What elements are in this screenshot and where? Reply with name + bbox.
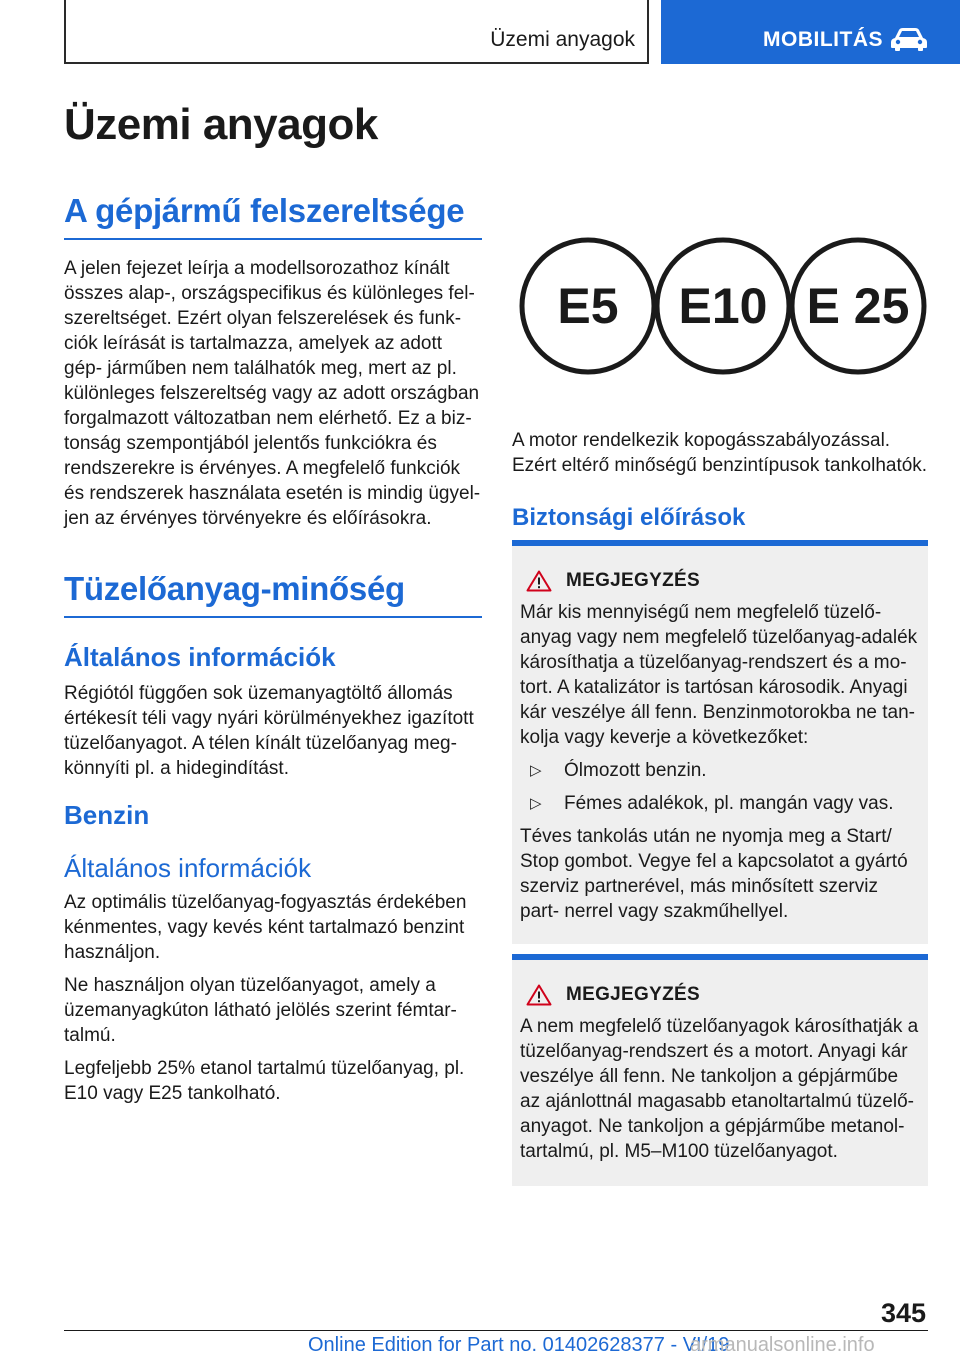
- fuel-quality-heading: Tüzelőanyag-minőség: [64, 570, 405, 607]
- motor-text: A motor rendelkezik kopogásszabályozással. Ezért eltérő minőségű benzintípusok tankolhatók.: [512, 430, 928, 476]
- page-title: Üzemi anyagok: [64, 100, 378, 149]
- footer-divider: [64, 1330, 928, 1331]
- car-icon: [889, 26, 929, 52]
- fuel-emblems-figure: [518, 236, 928, 396]
- note-header: [520, 570, 920, 592]
- bullet-item: [520, 758, 920, 783]
- footer-watermark: armanualsonline.info: [690, 1334, 875, 1356]
- emblem-e5: [522, 240, 654, 372]
- emblem-label: E10: [678, 278, 768, 334]
- bullet-arrow-icon: ▷: [530, 795, 542, 812]
- emblem-e10: [657, 240, 789, 372]
- safety-heading: Biztonsági előírások: [512, 504, 746, 531]
- header-chapter-tab: [661, 0, 960, 64]
- equipment-heading: A gépjármű felszereltsége: [64, 192, 465, 229]
- petrol-paragraph: Az optimális tüzelőanyag-fogyasztás érdekében kénmentes, vagy kevés ként tartalmazó benzint használjon.: [64, 892, 467, 963]
- petrol-general-heading: Általános információk: [64, 853, 312, 883]
- petrol-heading: Benzin: [64, 800, 150, 830]
- note-title: MEGJEGYZÉS: [566, 984, 700, 1005]
- footer-edition: Online Edition for Part no. 01402628377 - VI/19: [308, 1334, 730, 1356]
- fuel-general-heading: Általános információk: [64, 642, 336, 672]
- note-box: [512, 540, 928, 944]
- fuel-quality-heading-wrap: [64, 570, 482, 618]
- bullet-text: Ólmozott benzin.: [564, 760, 707, 781]
- emblem-label: E5: [557, 278, 619, 334]
- bullet-text: Fémes adalékok, pl. mangán vagy vas.: [564, 793, 894, 814]
- petrol-paragraph: Ne használjon olyan tüzelőanyagot, amely a üzemanyagkúton látható jelölés szerint fémtar- talmú.: [64, 975, 457, 1046]
- note-text: A nem megfelelő tüzelőanyagok károsíthatják a tüzelőanyag-rendszert és a motort. Anyagi kár veszélye áll fenn. Ne tankoljon a gépjárműbe az ajánlottnál magasabb etanoltartalmú tüzelő- anyagot. Ne tankoljon a gépjárműbe metanol- tartalmú, pl. M5–M100 tüzelőanyagot.: [520, 1016, 919, 1162]
- warning-icon: [526, 984, 552, 1006]
- header-section-tab: [64, 0, 649, 64]
- equipment-text: A jelen fejezet leírja a modellsorozathoz kínált összes alap-, országspecifikus és különleges fel- szereltséget. Ezért olyan felszerelések és funk- ciók leírását is tartalmazza, amelyek az adott gép- járműben nem találhatók meg, mert az pl. különleges felszereltség vagy az adott országban forgalmazott változatban nem elérhető. Ez a biz- tonság szempontjából jelentős funkciókra és rendszerekre is érvényes. A megfelelő funkciók és rendszerek használata esetén is mindig ügyel- jen az érvényes törvényekre és előírásokra.: [64, 258, 481, 529]
- fuel-quality-section: [64, 570, 482, 781]
- equipment-heading-wrap: [64, 192, 482, 240]
- petrol-section: [64, 800, 482, 1106]
- fuel-general-text: Régiótól függően sok üzemanyagtöltő állomás értékesít téli vagy nyári körülményekhez igazított tüzelőanyagot. A télen kínált tüzelőanyag meg- könnyíti pl. a hidegindítást.: [64, 683, 474, 779]
- header-chapter-label: MOBILITÁS: [763, 28, 883, 51]
- header-section-label: Üzemi anyagok: [490, 28, 635, 51]
- emblem-e25: [792, 240, 924, 372]
- note-header: [520, 984, 920, 1006]
- petrol-paragraph: Legfeljebb 25% etanol tartalmú tüzelőanyag, pl. E10 vagy E25 tankolható.: [64, 1058, 465, 1104]
- note-after-text: Téves tankolás után ne nyomja meg a Start/ Stop gombot. Vegye fel a kapcsolatot a gyártó szerviz partnerével, más minősített szerviz part- nerrel vagy szakműhellyel.: [520, 826, 908, 922]
- motor-section: [512, 428, 928, 532]
- note-box: [512, 954, 928, 1186]
- bullet-item: [520, 791, 920, 816]
- emblem-label: E 25: [806, 278, 910, 334]
- note-title: MEGJEGYZÉS: [566, 570, 700, 591]
- warning-icon: [526, 570, 552, 592]
- note-text: Már kis mennyiségű nem megfelelő tüzelő- anyag vagy nem megfelelő tüzelőanyag-adalék károsíthatja a tüzelőanyag-rendszert és a mo- tort. A katalizátor is tartósan károsodik. Anyagi kár veszélye áll fenn. Benzinmotorokba ne tan- kolja vagy keverje a következőket:: [520, 602, 918, 748]
- bullet-arrow-icon: ▷: [530, 762, 542, 779]
- equipment-section: [64, 192, 482, 531]
- page-number: 345: [880, 1298, 926, 1328]
